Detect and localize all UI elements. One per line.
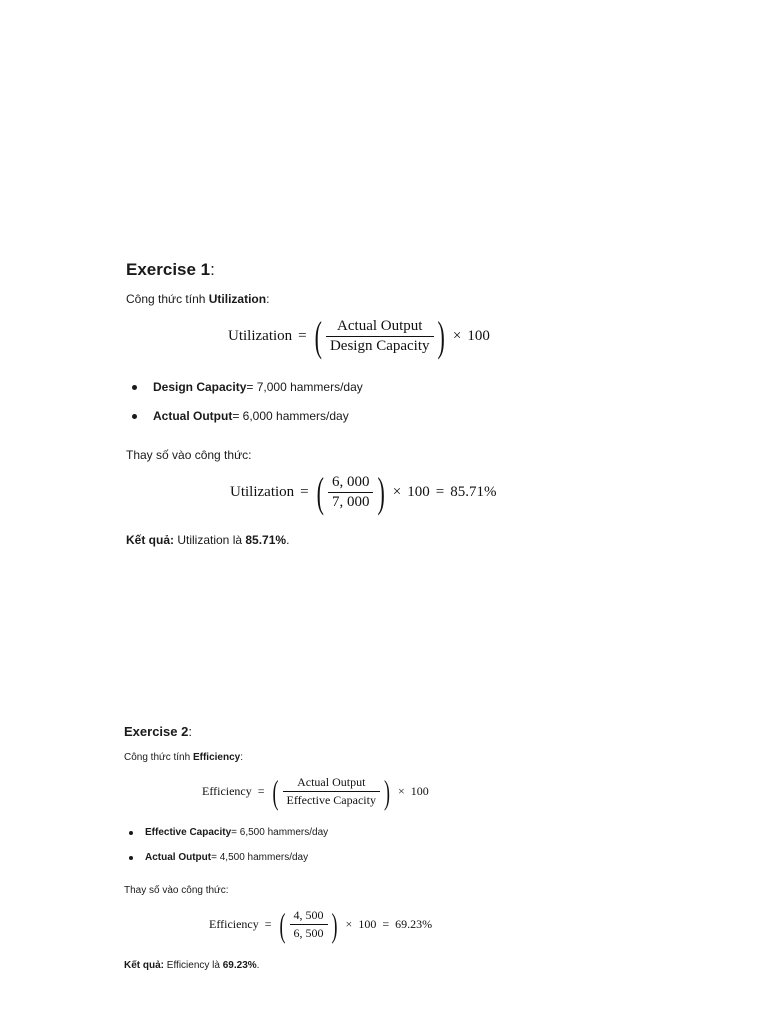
bullet-item — [129, 827, 328, 838]
fraction-denominator: 6, 500 — [293, 926, 324, 940]
fraction — [290, 908, 328, 941]
result-period: . — [286, 533, 290, 547]
fraction-denominator: Design Capacity — [329, 338, 430, 354]
bullet-item — [132, 409, 349, 423]
substitution-text: Thay số vào công thức: — [124, 885, 229, 896]
bullet-value: = 6,000 hammers/day — [232, 409, 349, 423]
intro-text: Công thức tính — [124, 752, 193, 763]
equals-sign: = — [298, 328, 307, 344]
bullet-icon — [129, 831, 133, 835]
formula-result: 85.71% — [450, 484, 497, 500]
right-paren: ) — [331, 905, 338, 944]
result-value: 85.71% — [245, 533, 287, 547]
right-paren: ) — [437, 311, 445, 360]
exercise-2-title-colon: : — [188, 724, 192, 739]
fraction-denominator: Effective Capacity — [286, 793, 376, 807]
times-sign: × — [452, 328, 462, 344]
formula-lhs: Utilization — [228, 328, 293, 344]
intro-text: Công thức tính — [126, 292, 209, 306]
exercise-1-intro — [126, 292, 269, 306]
exercise-2-title: Exercise 2 — [124, 724, 189, 739]
exercise-1-title-colon: : — [210, 260, 215, 279]
equals-sign: = — [264, 917, 272, 931]
formula-factor: 100 — [467, 328, 490, 344]
fraction-numerator: Actual Output — [337, 318, 423, 334]
right-paren: ) — [383, 772, 390, 811]
efficiency-calculation — [209, 905, 433, 944]
left-paren: ( — [314, 311, 322, 360]
times-sign: × — [345, 917, 353, 931]
intro-colon: : — [240, 752, 243, 763]
equals-sign: = — [382, 917, 390, 931]
bullet-value: = 7,000 hammers/day — [246, 380, 363, 394]
bullet-value: = 6,500 hammers/day — [231, 827, 329, 838]
fraction — [328, 474, 374, 511]
right-paren: ) — [377, 467, 385, 516]
result-period: . — [256, 960, 260, 971]
left-paren: ( — [316, 467, 324, 516]
bullet-icon — [132, 385, 137, 390]
exercise-1-title: Exercise 1 — [126, 260, 211, 279]
result-label: Kết quả: — [126, 533, 174, 547]
result-value: 69.23% — [222, 960, 257, 971]
utilization-formula — [228, 311, 490, 360]
fraction — [283, 775, 380, 808]
bullet-term: Actual Output — [145, 852, 212, 863]
bullet-icon — [129, 856, 133, 860]
substitution-text: Thay số vào công thức: — [126, 448, 252, 462]
formula-factor: 100 — [410, 784, 429, 798]
equals-sign: = — [300, 484, 309, 500]
left-paren: ( — [279, 905, 286, 944]
equals-sign: = — [257, 784, 265, 798]
exercise-1-result — [126, 533, 289, 547]
fraction — [326, 318, 434, 355]
bullet-item — [129, 852, 308, 863]
result-text: Utilization là — [174, 533, 246, 547]
intro-keyword: Efficiency — [192, 752, 241, 763]
exercise-2-heading — [124, 724, 192, 739]
formula-factor: 100 — [358, 917, 377, 931]
left-paren: ( — [272, 772, 279, 811]
formula-lhs: Efficiency — [209, 917, 259, 931]
efficiency-formula — [202, 772, 429, 811]
formula-factor: 100 — [407, 484, 430, 500]
exercise-2-intro — [124, 752, 243, 763]
bullet-term: Effective Capacity — [145, 827, 232, 838]
formula-lhs: Efficiency — [202, 784, 252, 798]
fraction-numerator: 6, 000 — [331, 474, 370, 490]
bullet-item — [132, 380, 363, 394]
exercise-2-result — [124, 960, 259, 971]
utilization-calculation — [230, 467, 497, 516]
exercise-1-heading — [126, 260, 215, 280]
times-sign: × — [392, 484, 402, 500]
times-sign: × — [397, 784, 405, 798]
bullet-term: Actual Output — [153, 409, 233, 423]
formula-result: 69.23% — [395, 917, 433, 931]
result-label: Kết quả: — [124, 960, 164, 971]
bullet-icon — [132, 414, 137, 419]
fraction-numerator: 4, 500 — [293, 908, 324, 922]
bullet-value: = 4,500 hammers/day — [211, 852, 309, 863]
fraction-denominator: 7, 000 — [331, 494, 370, 510]
intro-keyword: Utilization — [208, 292, 267, 306]
intro-colon: : — [266, 292, 270, 306]
formula-lhs: Utilization — [230, 484, 295, 500]
bullet-term: Design Capacity — [153, 380, 247, 394]
fraction-numerator: Actual Output — [297, 775, 366, 789]
equals-sign: = — [435, 484, 445, 500]
result-text: Efficiency là — [164, 960, 223, 971]
